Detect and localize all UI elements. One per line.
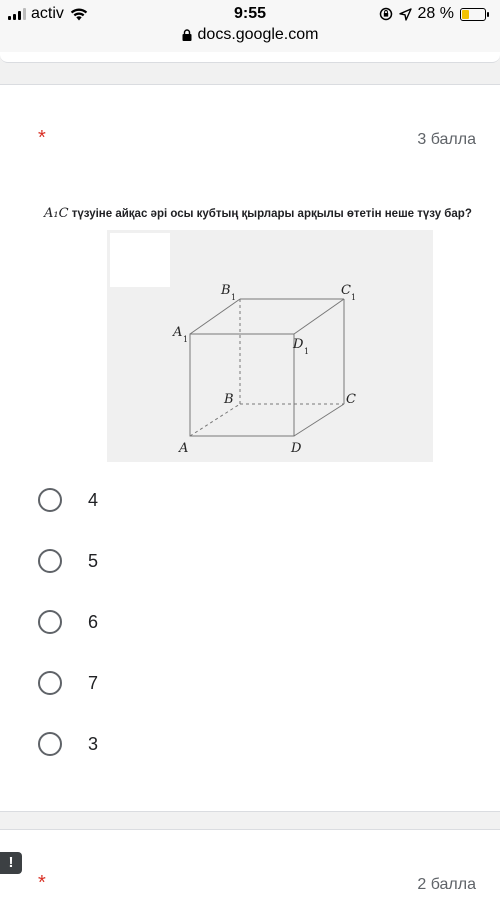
label-d1: D [293, 337, 304, 352]
option-label: 6 [88, 611, 99, 632]
radio-button[interactable] [38, 671, 62, 695]
status-bar [0, 0, 500, 52]
option-4[interactable] [38, 484, 98, 516]
label-d1-sub: 1 [304, 347, 310, 356]
orientation-lock-icon [379, 7, 393, 21]
battery-icon [460, 8, 486, 21]
option-6[interactable] [38, 606, 98, 638]
question-text: түзуіне айқас әрі осы кубтың қырлары арқылы өтетін неше түзу бар? [71, 208, 472, 220]
battery-percent: 28 % [417, 5, 454, 22]
label-c1: C [341, 283, 351, 298]
carrier-name: activ [31, 5, 64, 22]
location-icon [399, 8, 412, 21]
next-question-card [0, 829, 500, 900]
previous-card-edge [0, 52, 500, 62]
option-label: 3 [88, 733, 99, 754]
required-asterisk: * [38, 872, 46, 894]
label-b1-sub: 1 [231, 293, 237, 302]
question-math: A₁C [44, 206, 69, 221]
label-a: A [179, 441, 189, 456]
option-3[interactable] [38, 728, 98, 760]
status-right [379, 5, 486, 23]
label-c1-sub: 1 [351, 293, 357, 302]
clock: 9:55 [233, 5, 267, 22]
required-asterisk: * [38, 127, 46, 149]
question-title [44, 206, 472, 221]
question-points: 2 балла [417, 876, 476, 893]
warning-badge[interactable]: ! [0, 852, 22, 874]
label-c: C [346, 392, 356, 407]
label-a1-sub: 1 [183, 335, 189, 344]
lock-icon [182, 29, 192, 41]
url-text: docs.google.com [197, 26, 319, 43]
radio-button[interactable] [38, 732, 62, 756]
question-points: 3 балла [417, 131, 476, 148]
cube-figure [107, 230, 433, 462]
address-bar[interactable] [0, 26, 500, 44]
radio-button[interactable] [38, 488, 62, 512]
radio-button[interactable] [38, 549, 62, 573]
cube-diagram [107, 230, 433, 462]
label-d: D [291, 441, 302, 456]
option-5[interactable] [38, 545, 98, 577]
option-label: 4 [88, 489, 99, 510]
option-label: 7 [88, 672, 99, 693]
option-label: 5 [88, 550, 99, 571]
radio-button[interactable] [38, 610, 62, 634]
label-b: B [224, 392, 234, 407]
label-a1: A [173, 325, 183, 340]
option-7[interactable] [38, 667, 98, 699]
label-b1: B [221, 283, 231, 298]
question-card [0, 84, 500, 812]
